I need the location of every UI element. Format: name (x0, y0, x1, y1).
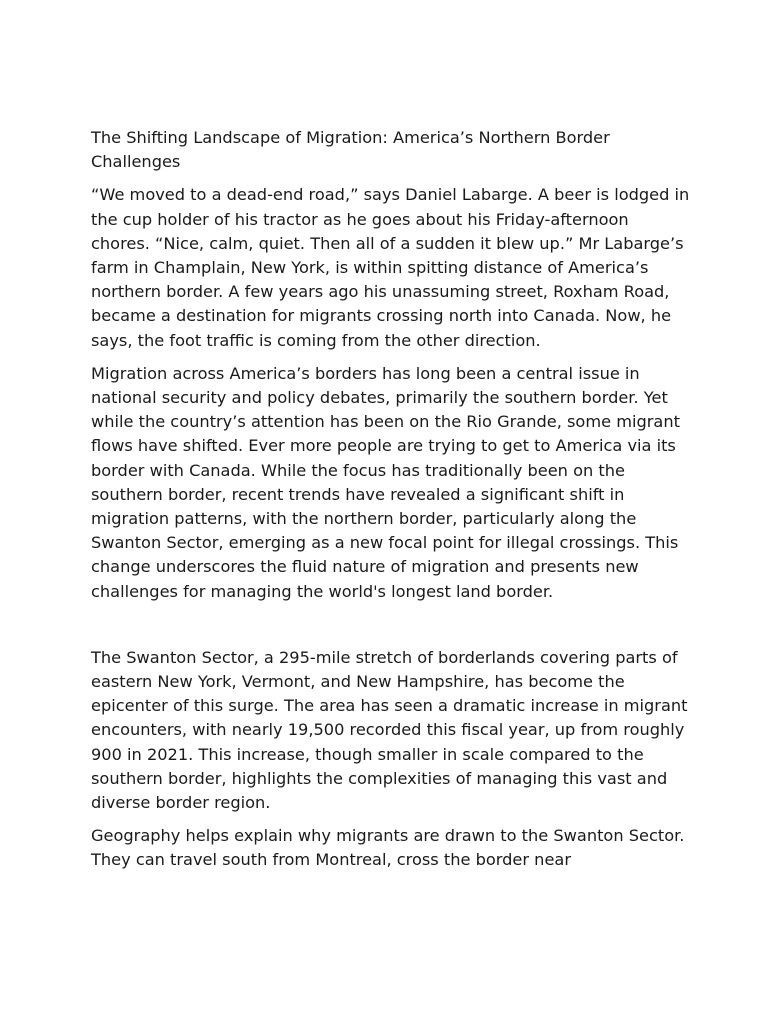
document-page (91, 126, 691, 882)
paragraph-migration-borders: Migration across America’s borders has long been a central issue in national security and policy debates, primarily the southern border. Yet while the country’s attention has been on the Rio Grande, some migrant flows have shifted. Ever more people are trying to get to America via its border with Canada. While the focus has traditionally been on the southern border, recent trends have revealed a significant shift in migration patterns, with the northern border, particularly along the Swanton Sector, emerging as a new focal point for illegal crossings. This change underscores the fluid nature of migration and presents new challenges for managing the world's longest land border. (91, 363, 680, 601)
paragraph-geography: Geography helps explain why migrants are drawn to the Swanton Sector. They can travel south from Montreal, cross the border near (91, 826, 685, 870)
document-title: The Shifting Landscape of Migration: America’s Northern Border Challenges (91, 128, 610, 172)
paragraph-labarge-quote: “We moved to a dead-end road,” says Daniel Labarge. A beer is lodged in the cup holder of his tractor as he goes about his Friday-afternoon chores. “Nice, calm, quiet. Then all of a sudden it blew up.” Mr Labarge’s farm in Champlain, New York, is within spitting distance of America’s northern border. A few years ago his unassuming street, Roxham Road, became a destination for migrants crossing north into Canada. Now, he says, the foot traffic is coming from the other direction. (91, 185, 690, 350)
paragraph-swanton-sector: The Swanton Sector, a 295-mile stretch of borderlands covering parts of eastern New York, Vermont, and New Hampshire, has become the epicenter of this surge. The area has seen a dramatic increase in migrant encounters, with nearly 19,500 recorded this fiscal year, up from roughly 900 in 2021. This increase, though smaller in scale compared to the southern border, highlights the complexities of managing this vast and diverse border region. (91, 647, 688, 813)
blank-line (91, 613, 691, 637)
